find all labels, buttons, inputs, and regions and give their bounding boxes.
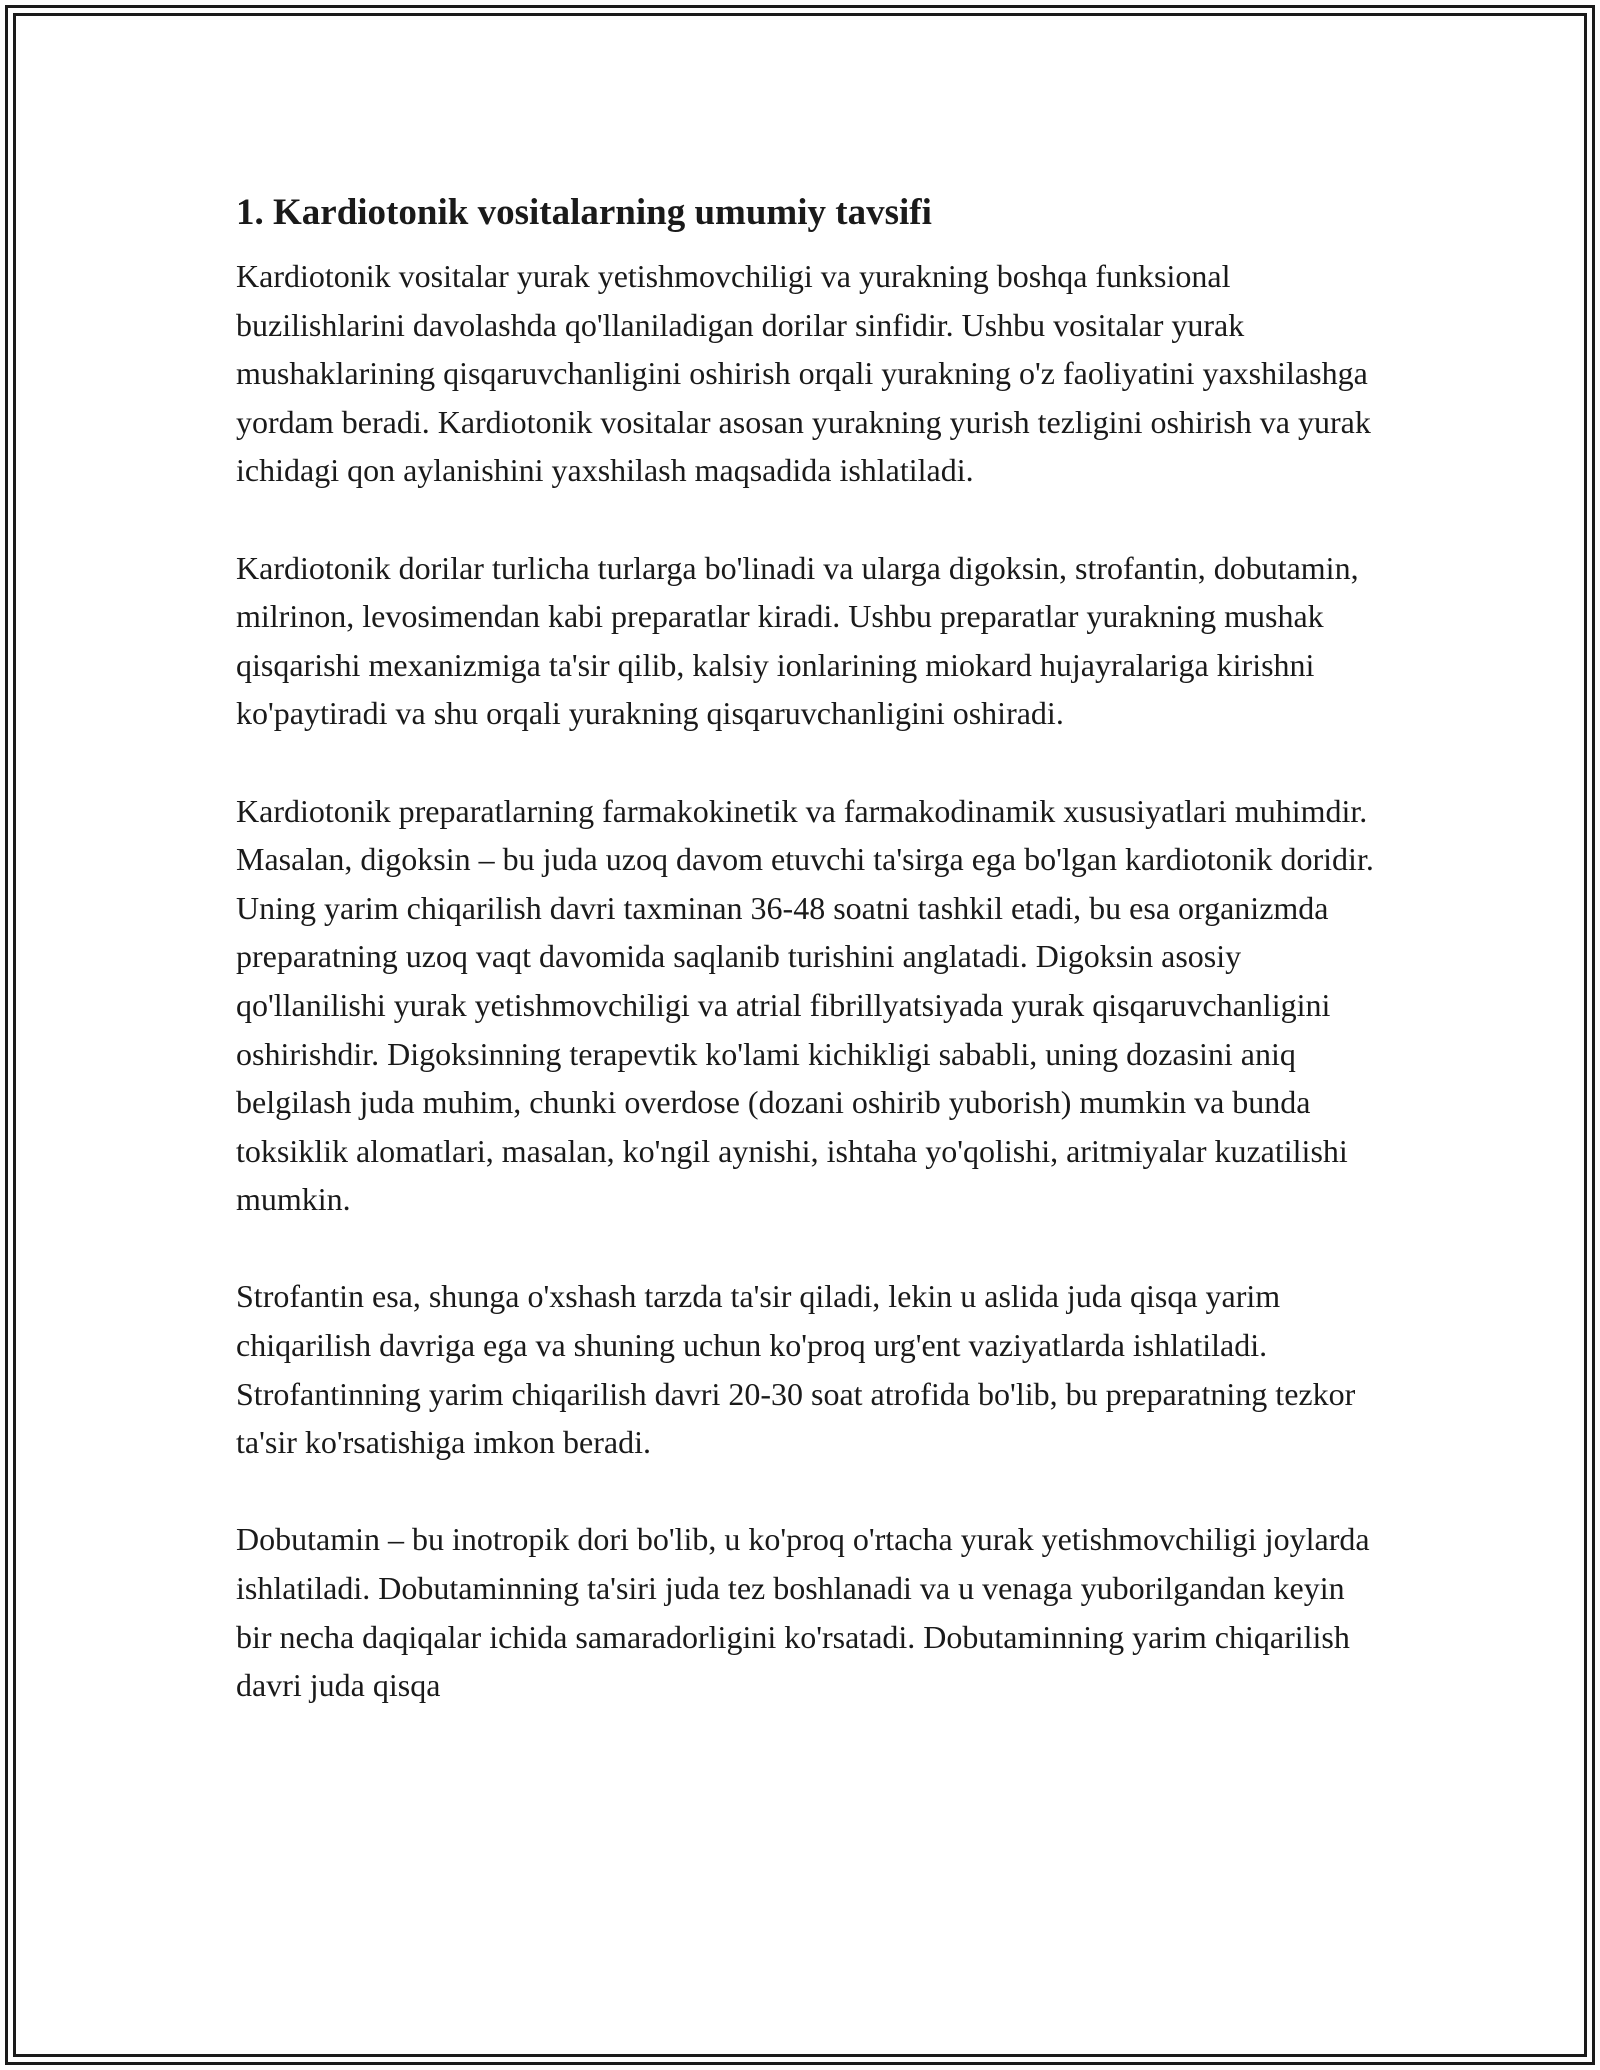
paragraph-intro: Kardiotonik vositalar yurak yetishmovchiligi va yurakning boshqa funksional buzilishlarini davolashda qo'llaniladigan dorilar sinfidir. Ushbu vositalar yurak mushaklarining qisqaruvchanligini oshirish orqali yurakning o'z faoliyatini yaxshilashga yordam beradi. Kardiotonik vositalar asosan yurakning yurish tezligini oshirish va yurak ichidagi qon aylanishini yaxshilash maqsadida ishlatiladi. xyxy=(236,258,1371,489)
paragraph-strophanthin: Strofantin esa, shunga o'xshash tarzda ta'sir qiladi, lekin u aslida juda qisqa yarim chiqarilish davriga ega va shuning uchun ko'proq urg'ent vaziyatlarda ishlatiladi. Strofantinning yarim chiqarilish davri 20-30 soat atrofida bo'lib, bu preparatning tezkor ta'sir ko'rsatishiga imkon beradi. xyxy=(236,1278,1356,1461)
paragraph-pharmacokinetics: Kardiotonik preparatlarning farmakokinetik va farmakodinamik xususiyatlari muhimdir. Masalan, digoksin – bu juda uzoq davom etuvchi ta'sirga ega bo'lgan kardiotonik doridir. Uning yarim chiqarilish davri taxminan 36-48 soatni tashkil etadi, bu esa organizmda preparatning uzoq vaqt davomida saqlanib turishini anglatadi. Digoksin asosiy qo'llanilishi yurak yetishmovchiligi va atrial fibrillyatsiyada yurak qisqaruvchanligini oshirishdir. Digoksinning terapevtik ko'lami kichikligi sababli, uning dozasini aniq belgilash juda muhim, chunki overdose (dozani oshirib yuborish) mumkin va bunda toksiklik alomatlari, masalan, ko'ngil aynishi, ishtaha yo'qolishi, aritmiyalar kuzatilishi mumkin. xyxy=(236,792,1374,1218)
paragraph-dobutamine: Dobutamin – bu inotropik dori bo'lib, u ko'proq o'rtacha yurak yetishmovchiligi joylarda ishlatiladi. Dobutaminning ta'siri juda tez boshlanadi va u venaga yuborilgandan keyin bir necha daqiqalar ichida samaradorligini ko'rsatadi. Dobutaminning yarim chiqarilish davri juda qisqa xyxy=(236,1521,1370,1704)
document-body xyxy=(236,186,1376,1710)
paragraph-types: Kardiotonik dorilar turlicha turlarga bo'linadi va ularga digoksin, strofantin, dobutamin, milrinon, levosimendan kabi preparatlar kiradi. Ushbu preparatlar yurakning mushak qisqarishi mexanizmiga ta'sir qilib, kalsiy ionlarining miokard hujayralariga kirishni ko'paytiradi va shu orqali yurakning qisqaruvchanligini oshiradi. xyxy=(236,549,1359,732)
section-heading: 1. Kardiotonik vositalarning umumiy tavsifi xyxy=(236,192,932,233)
